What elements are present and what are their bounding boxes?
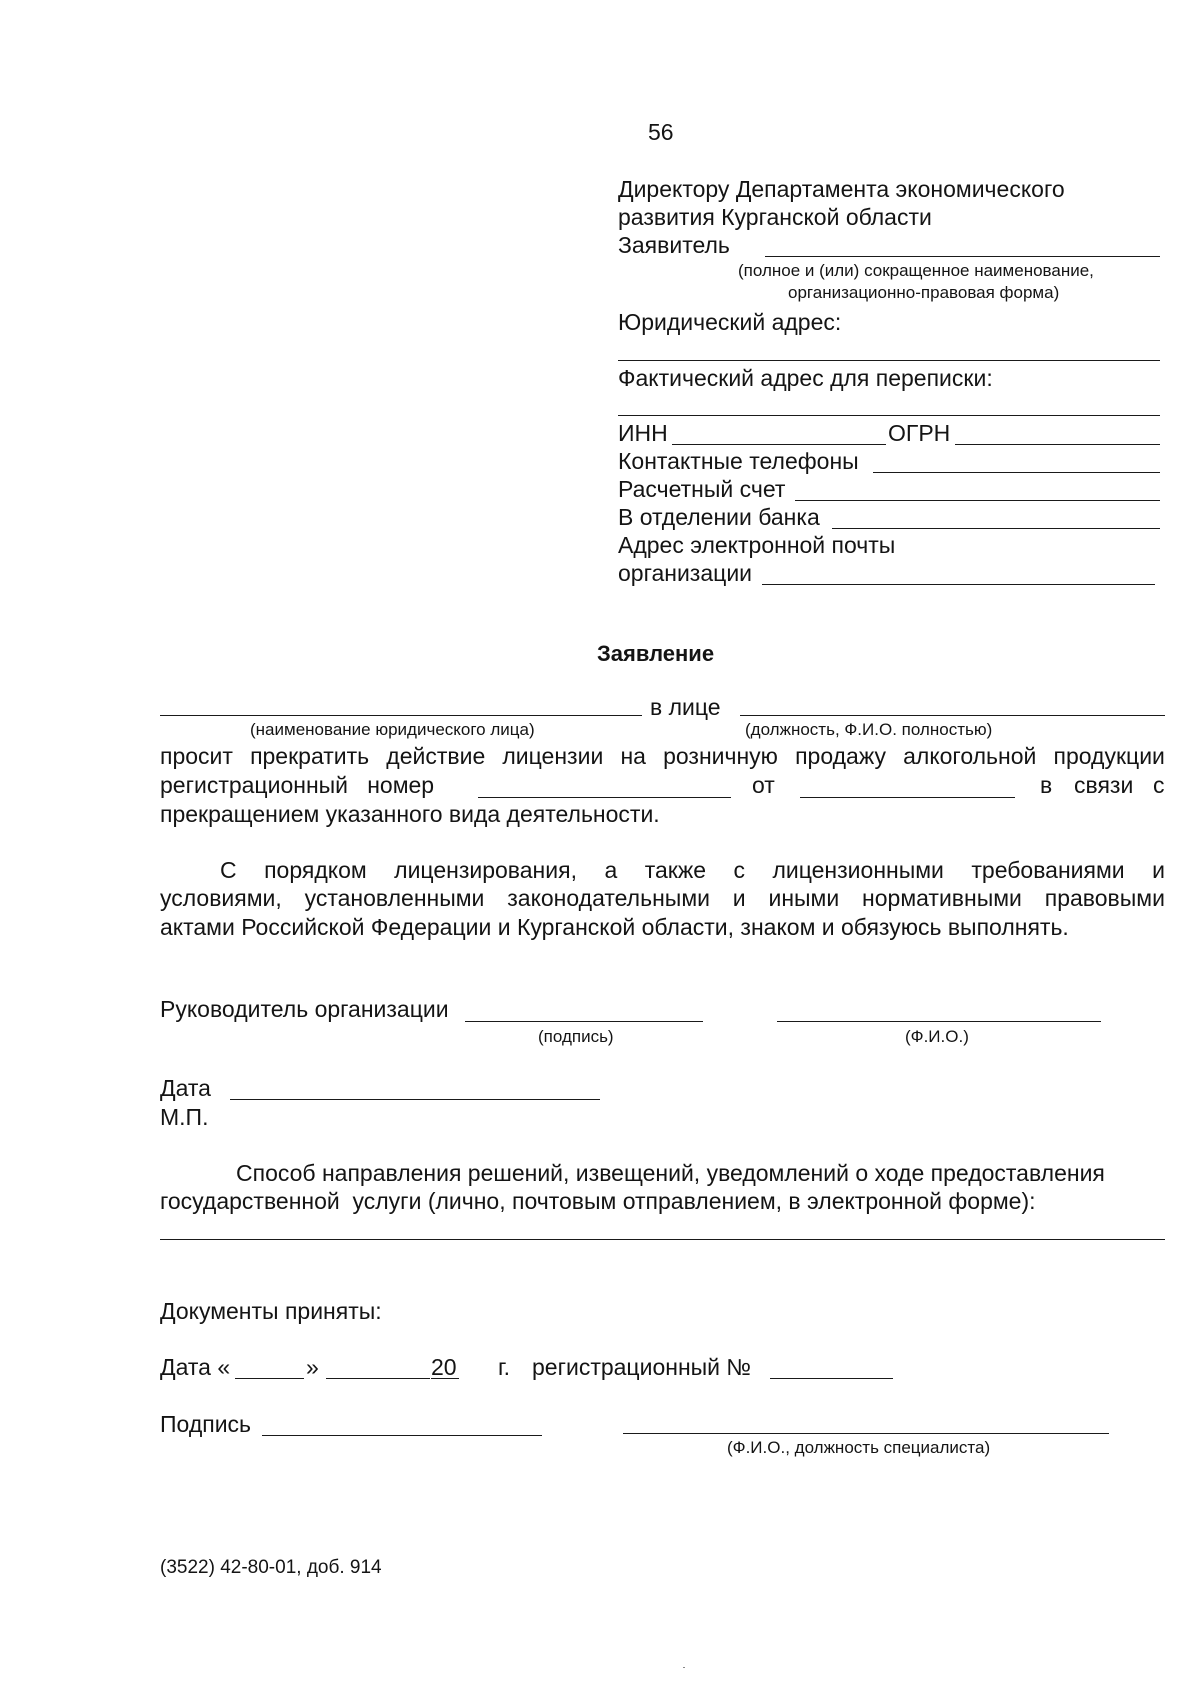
para2-line-2: условиями, установленными законодательными и иными нормативными правовыми xyxy=(160,885,1165,911)
addressee-line-1: Директору Департамента экономического xyxy=(618,176,1065,202)
footer-phone: (3522) 42-80-01, доб. 914 xyxy=(160,1557,382,1578)
accepted-date-prefix: Дата « xyxy=(160,1354,231,1380)
applicant-label: Заявитель xyxy=(618,232,730,258)
applicant-hint-2: организационно-правовая форма) xyxy=(788,283,1060,302)
accepted-year-field[interactable] xyxy=(431,1378,459,1379)
signature-hint: (подпись) xyxy=(538,1027,614,1046)
due-to-word-3: с xyxy=(1153,772,1165,798)
fio-hint: (Ф.И.О.) xyxy=(905,1027,969,1046)
entity-name-hint: (наименование юридического лица) xyxy=(250,720,535,739)
legal-address-field[interactable] xyxy=(618,360,1160,361)
para2-line-1: С порядком лицензирования, а также с лицензионными требованиями и xyxy=(220,857,1165,883)
account-label: Расчетный счет xyxy=(618,476,786,502)
scan-speck xyxy=(683,1667,685,1668)
addressee-line-2: развития Курганской области xyxy=(618,204,932,230)
postal-address-field[interactable] xyxy=(618,415,1160,416)
reg-number-field[interactable] xyxy=(478,797,731,798)
page-number: 56 xyxy=(648,119,674,145)
postal-address-label: Фактический адрес для переписки: xyxy=(618,365,993,391)
body-line-1: просит прекратить действие лицензии на розничную продажу алкогольной продукции xyxy=(160,743,1165,769)
accepted-signature-field[interactable] xyxy=(262,1435,542,1436)
phones-label: Контактные телефоны xyxy=(618,448,859,474)
head-fio-field[interactable] xyxy=(777,1021,1101,1022)
email-label-2: организации xyxy=(618,560,753,586)
bank-field[interactable] xyxy=(832,528,1160,529)
accepted-year: 20 xyxy=(431,1354,457,1380)
accepted-reg-number-field[interactable] xyxy=(770,1378,893,1379)
account-field[interactable] xyxy=(795,500,1160,501)
date-label: Дата xyxy=(160,1075,211,1101)
ogrn-label: ОГРН xyxy=(888,420,951,446)
head-label: Руководитель организации xyxy=(160,996,449,1022)
para2-line-3: актами Российской Федерации и Курганской области, знаком и обязуюсь выполнять. xyxy=(160,914,1069,940)
applicant-hint-1: (полное и (или) сокращенное наименование, xyxy=(738,261,1094,280)
specialist-field[interactable] xyxy=(623,1433,1109,1434)
due-to-word-2: связи xyxy=(1074,772,1134,798)
email-label-1: Адрес электронной почты xyxy=(618,532,896,558)
license-date-field[interactable] xyxy=(800,797,1015,798)
accepted-month-field[interactable] xyxy=(326,1378,430,1379)
date-field[interactable] xyxy=(230,1099,600,1100)
person-hint: (должность, Ф.И.О. полностью) xyxy=(745,720,993,739)
body-line-3: прекращением указанного вида деятельности. xyxy=(160,801,660,827)
applicant-field[interactable] xyxy=(765,256,1160,257)
head-signature-field[interactable] xyxy=(465,1021,703,1022)
person-field[interactable] xyxy=(740,715,1165,716)
method-line-2: государственной услуги (лично, почтовым отправлением, в электронной форме): xyxy=(160,1188,1036,1214)
in-person-label: в лице xyxy=(650,694,721,720)
ogrn-field[interactable] xyxy=(955,444,1160,445)
phones-field[interactable] xyxy=(873,472,1160,473)
method-field[interactable] xyxy=(160,1239,1165,1240)
document-title: Заявление xyxy=(597,641,715,666)
inn-field[interactable] xyxy=(672,444,886,445)
email-field[interactable] xyxy=(762,584,1155,585)
from-label: от xyxy=(752,772,775,798)
accepted-label: Документы приняты: xyxy=(160,1298,382,1324)
legal-address-label: Юридический адрес: xyxy=(618,309,842,335)
specialist-hint: (Ф.И.О., должность специалиста) xyxy=(727,1438,991,1457)
reg-number-label: регистрационный номер xyxy=(160,772,435,798)
due-to-word-1: в xyxy=(1040,772,1053,798)
bank-label: В отделении банка xyxy=(618,504,820,530)
entity-name-field[interactable] xyxy=(160,715,642,716)
accepted-year-suffix: г. xyxy=(498,1354,510,1380)
accepted-sign-label: Подпись xyxy=(160,1411,252,1437)
accepted-reg-label: регистрационный № xyxy=(532,1354,752,1380)
accepted-day-field[interactable] xyxy=(235,1378,304,1379)
accepted-date-mid: » xyxy=(306,1354,319,1380)
method-line-1: Способ направления решений, извещений, уведомлений о ходе предоставления xyxy=(236,1160,1105,1186)
inn-label: ИНН xyxy=(618,420,668,446)
seal-label: М.П. xyxy=(160,1104,209,1130)
